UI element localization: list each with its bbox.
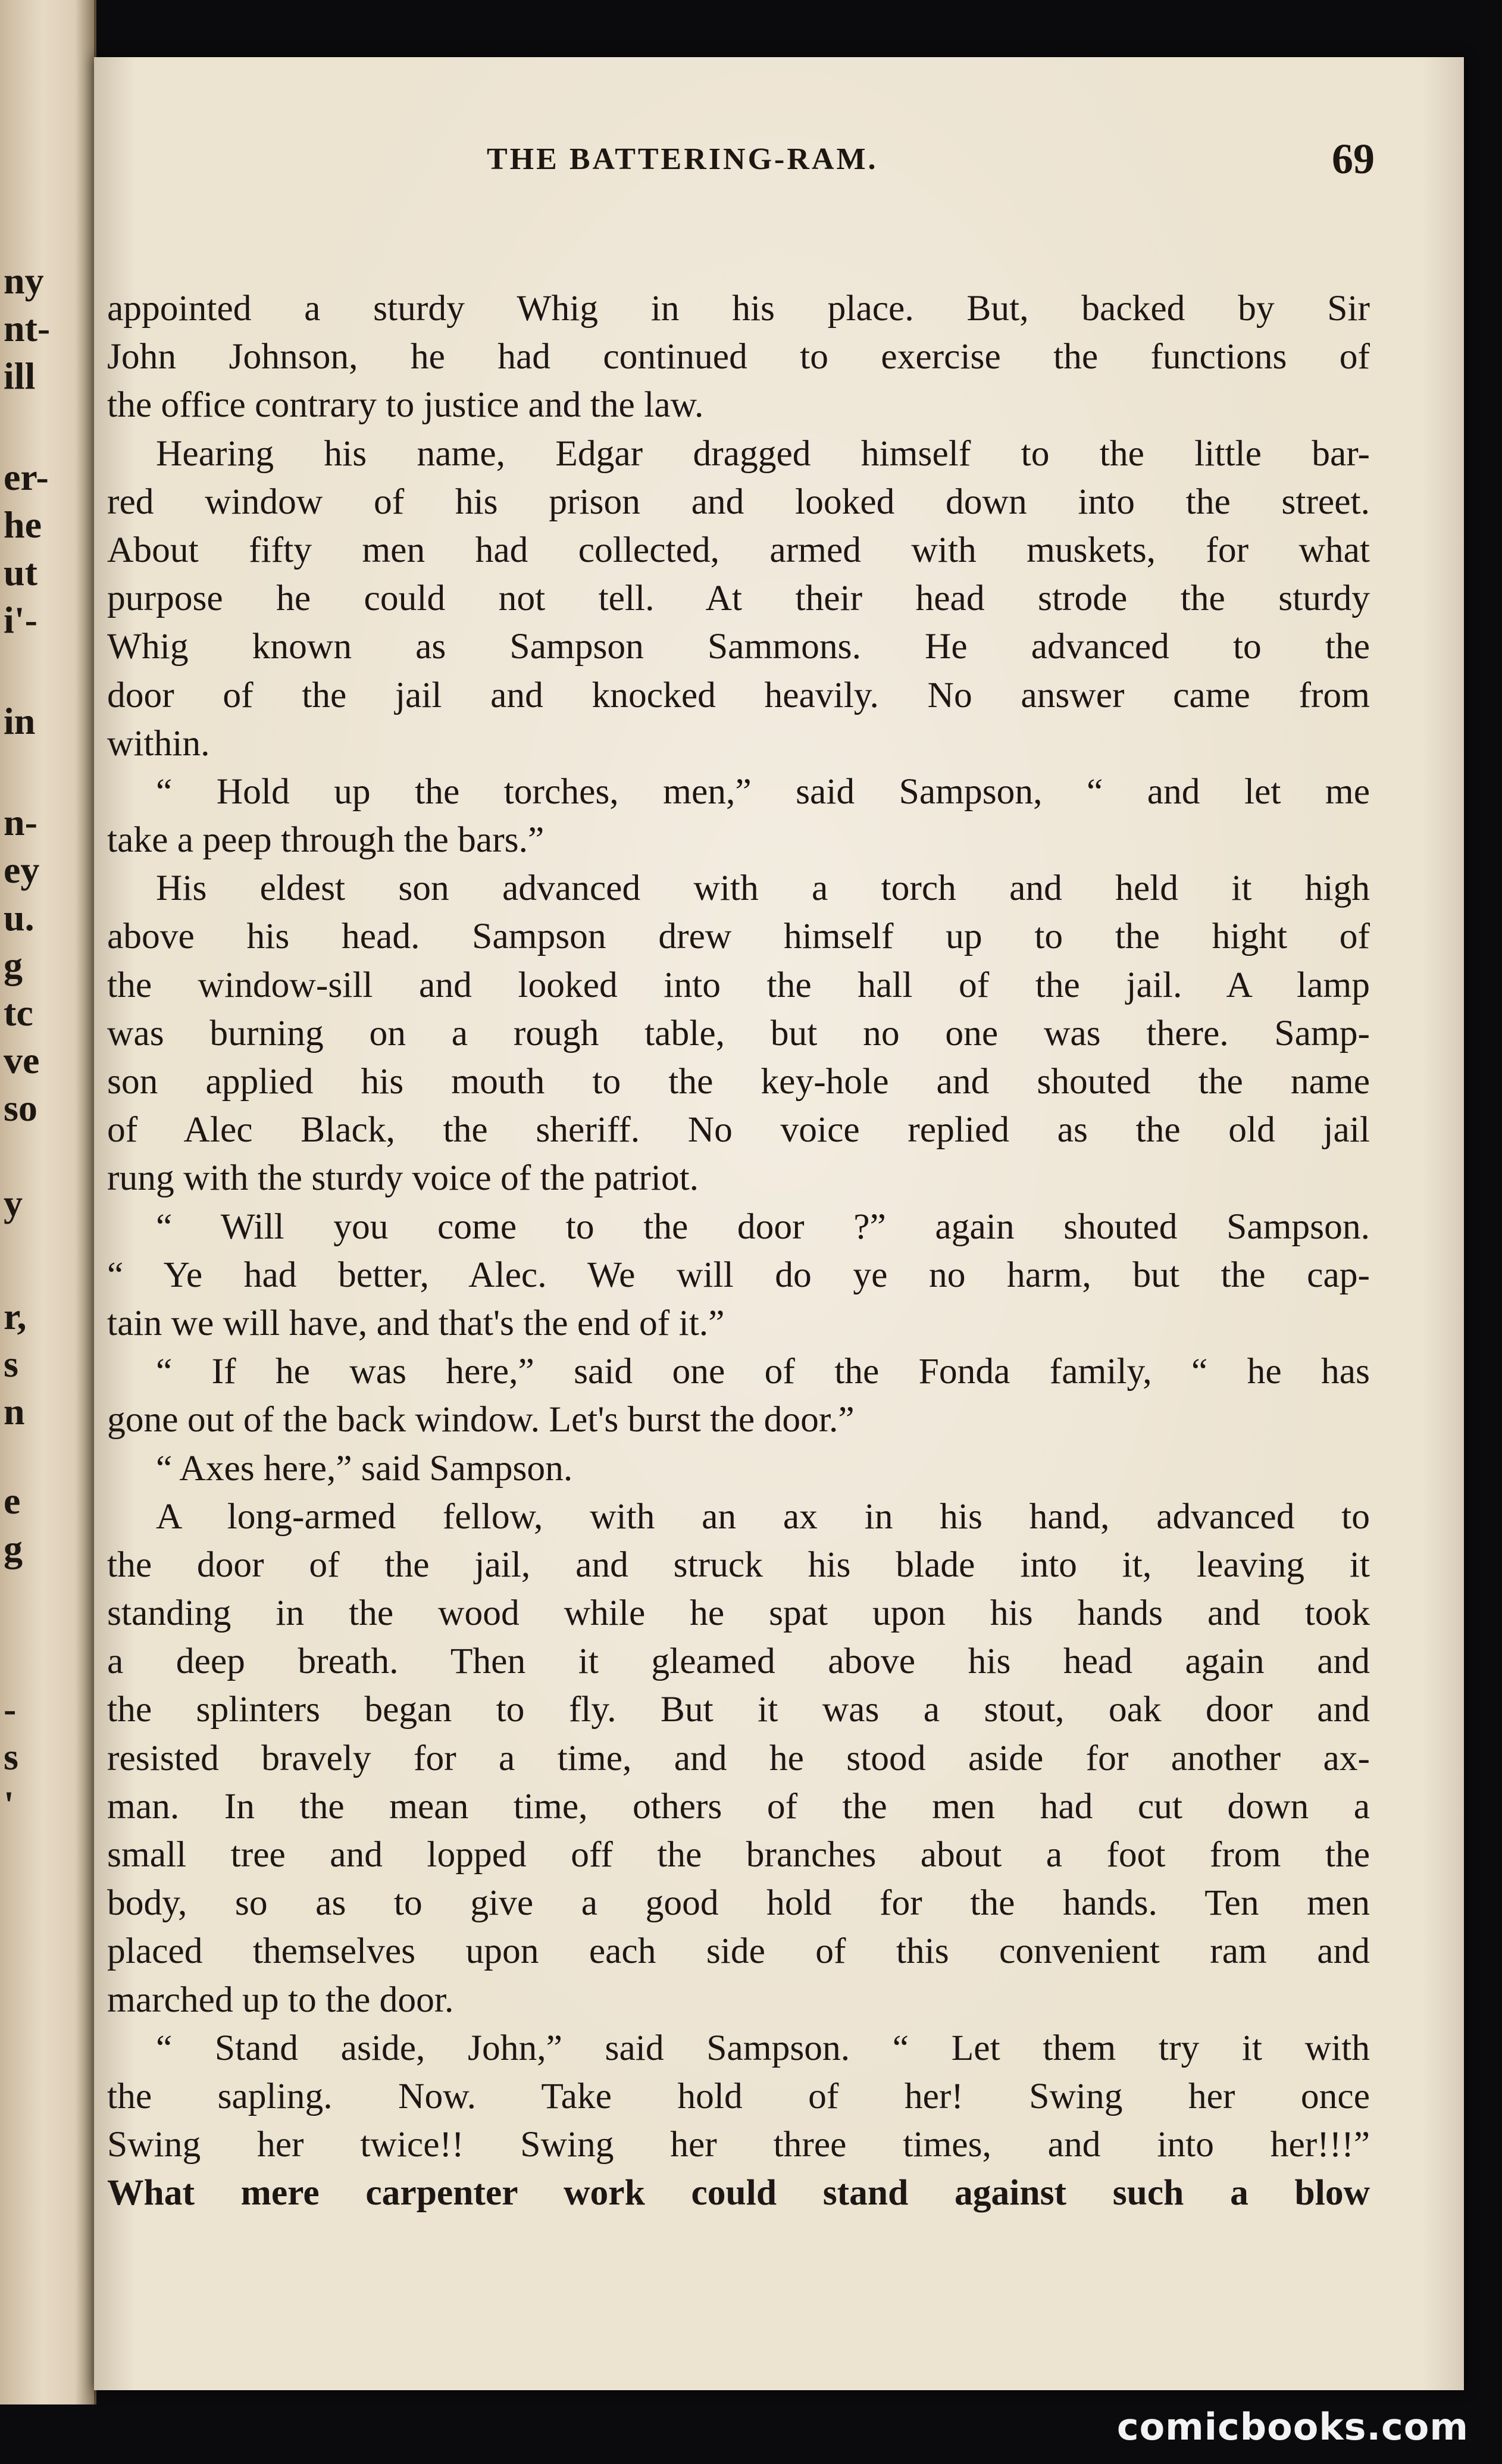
facing-page-fragment: e	[4, 1480, 21, 1522]
text-line: the office contrary to justice and the law.	[107, 384, 704, 426]
facing-page-fragment: ut	[4, 551, 37, 593]
facing-page-fragment: n	[4, 1390, 25, 1433]
text-line: small tree and lopped off the branches about a foot from the	[107, 1834, 1370, 1875]
text-line: was burning on a rough table, but no one was there. Samp-	[107, 1012, 1370, 1053]
text-line: body, so as to give a good hold for the hands. Ten men	[107, 1883, 1370, 1924]
facing-page-fragment: r,	[4, 1295, 27, 1337]
text-line: red window of his prison and looked down into the street.	[107, 481, 1370, 522]
facing-page-fragment: -	[4, 1688, 17, 1730]
page-number: 69	[1332, 135, 1375, 183]
text-line: the door of the jail, and struck his blade into it, leaving it	[107, 1544, 1370, 1585]
text-line: “ Ye had better, Alec. We will do ye no harm, but the cap-	[107, 1254, 1370, 1295]
text-line: “ Axes here,” said Sampson.	[156, 1447, 573, 1489]
text-line: tain we will have, and that's the end of it.”	[107, 1302, 725, 1343]
text-line: of Alec Black, the sheriff. No voice replied as the old jail	[107, 1109, 1370, 1150]
text-line: Hearing his name, Edgar dragged himself to the little bar-	[156, 433, 1370, 474]
text-line: “ Will you come to the door ?” again shouted Sampson.	[156, 1206, 1370, 1247]
text-line: the splinters began to fly. But it was a stout, oak door and	[107, 1689, 1370, 1730]
text-line: door of the jail and knocked heavily. No answer came from	[107, 674, 1370, 715]
watermark: comicbooks.com	[1116, 2405, 1469, 2449]
text-line: above his head. Sampson drew himself up to the hight of	[107, 916, 1370, 957]
facing-page-fragment: g	[4, 1527, 23, 1569]
text-line: within.	[107, 723, 210, 764]
text-line: Swing her twice!! Swing her three times, and into her!!!”	[107, 2124, 1370, 2165]
facing-page-fragment: i'-	[4, 599, 37, 641]
facing-page-fragment: u.	[4, 896, 35, 939]
facing-page-fragment: s	[4, 1343, 18, 1385]
text-line: the window-sill and looked into the hall of the jail. A lamp	[107, 964, 1370, 1005]
facing-page-fragment: er-	[4, 456, 49, 498]
facing-page-fragment: so	[4, 1087, 37, 1129]
text-line: purpose he could not tell. At their head strode the sturdy	[107, 578, 1370, 619]
facing-page-fragment: ey	[4, 849, 40, 891]
text-line: resisted bravely for a time, and he stood aside for another ax-	[107, 1737, 1370, 1778]
facing-page-fragment: ill	[4, 355, 36, 397]
text-line: marched up to the door.	[107, 1979, 454, 2020]
text-line: His eldest son advanced with a torch and held it high	[156, 868, 1370, 909]
text-line: A long-armed fellow, with an ax in his hand, advanced to	[156, 1496, 1370, 1537]
text-line: gone out of the back window. Let's burst the door.”	[107, 1399, 855, 1440]
facing-page-fragment: ny	[4, 259, 44, 302]
text-line: the sapling. Now. Take hold of her! Swing her once	[107, 2075, 1370, 2116]
text-line: standing in the wood while he spat upon his hands and took	[107, 1593, 1370, 1634]
text-line: Whig known as Sampson Sammons. He advanced to the	[107, 626, 1370, 667]
facing-page-fragment: n-	[4, 801, 37, 843]
facing-page-fragment: in	[4, 700, 36, 742]
facing-page-edge	[0, 0, 96, 2404]
facing-page-fragment: tc	[4, 992, 33, 1034]
text-line: a deep breath. Then it gleamed above his head again and	[107, 1641, 1370, 1682]
facing-page-fragment: g	[4, 944, 23, 986]
text-line: John Johnson, he had continued to exercise the functions of	[107, 336, 1370, 377]
running-head	[94, 135, 1464, 189]
book-page	[94, 57, 1464, 2390]
text-line: “ If he was here,” said one of the Fonda family, “ he has	[156, 1351, 1370, 1392]
text-line: man. In the mean time, others of the men had cut down a	[107, 1786, 1370, 1827]
text-line: rung with the sturdy voice of the patriot.	[107, 1158, 699, 1199]
text-line: “ Hold up the torches, men,” said Sampson, “ and let me	[156, 771, 1370, 812]
body-text	[107, 284, 1370, 2218]
facing-page-fragment: he	[4, 504, 42, 546]
text-line: son applied his mouth to the key-hole and shouted the name	[107, 1061, 1370, 1102]
text-line: take a peep through the bars.”	[107, 820, 545, 861]
facing-page-fragment: s	[4, 1736, 18, 1778]
text-line: What mere carpenter work could stand against such a blow	[107, 2172, 1370, 2213]
text-line: About fifty men had collected, armed with muskets, for what	[107, 529, 1370, 570]
text-line: “ Stand aside, John,” said Sampson. “ Let them try it with	[156, 2027, 1370, 2068]
running-title: THE BATTERING-RAM.	[487, 142, 878, 176]
text-line: placed themselves upon each side of this convenient ram and	[107, 1931, 1370, 1972]
facing-page-fragment: nt-	[4, 307, 51, 349]
text-line: appointed a sturdy Whig in his place. But, backed by Sir	[107, 288, 1370, 329]
facing-page-fragment: ve	[4, 1039, 40, 1081]
facing-page-fragment: y	[4, 1182, 23, 1224]
facing-page-fragment: '	[4, 1783, 14, 1825]
